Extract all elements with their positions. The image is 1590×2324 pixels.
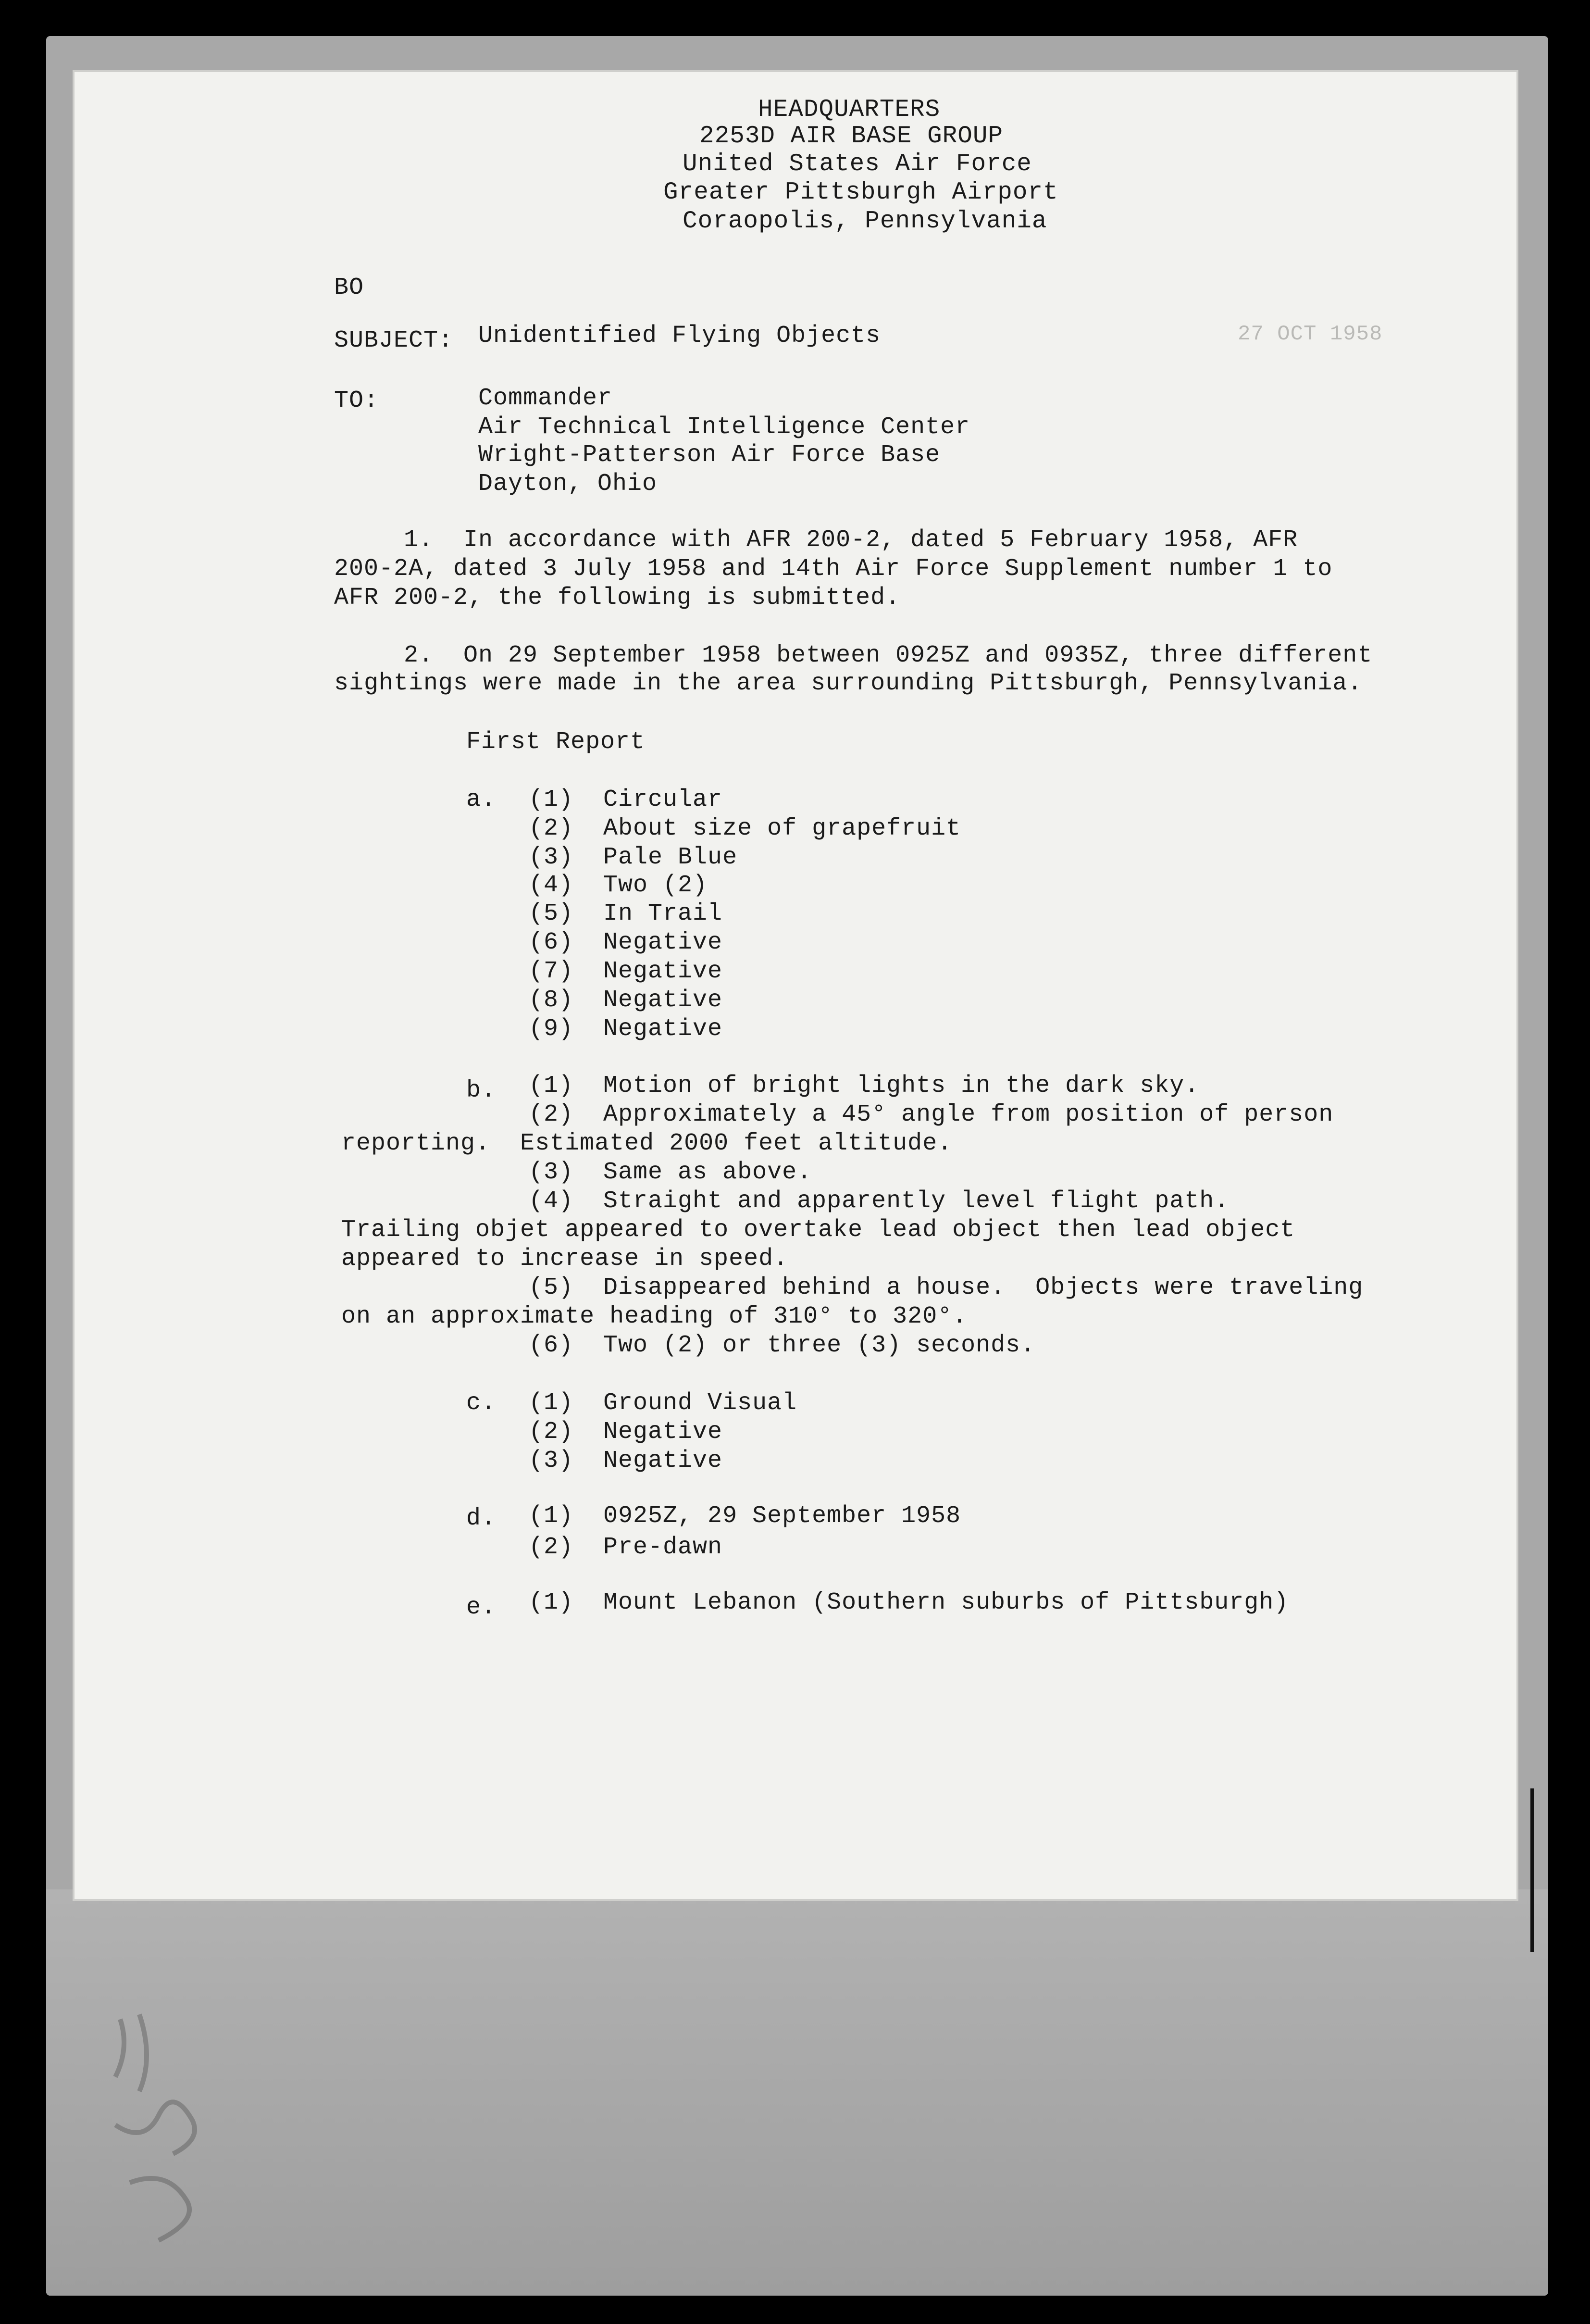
list-item-continuation: appeared to increase in speed.	[341, 1245, 789, 1273]
header-line-4: Greater Pittsburgh Airport	[663, 179, 1058, 206]
subject-label: SUBJECT:	[334, 327, 454, 354]
handwritten-scribble	[101, 2000, 245, 2250]
list-item: (6) Negative	[529, 929, 723, 956]
list-item: (9) Negative	[529, 1015, 723, 1043]
header-line-2: 2253D AIR BASE GROUP	[699, 123, 1004, 150]
para1-line: 200-2A, dated 3 July 1958 and 14th Air Force Supplement number 1 to	[334, 555, 1333, 583]
list-item: (5) In Trail	[529, 900, 723, 927]
list-item: (1) 0925Z, 29 September 1958	[529, 1502, 961, 1530]
list-item: (5) Disappeared behind a house. Objects were traveling	[529, 1274, 1364, 1301]
list-item: (8) Negative	[529, 987, 723, 1014]
list-item: (3) Negative	[529, 1447, 723, 1474]
list-item: (2) Negative	[529, 1418, 723, 1446]
edge-mark	[1530, 1788, 1534, 1952]
header-line-3: United States Air Force	[683, 150, 1032, 178]
para1-line: 1. In accordance with AFR 200-2, dated 5 February 1958, AFR	[404, 526, 1298, 554]
list-item: (1) Ground Visual	[529, 1389, 797, 1417]
list-item: (2) About size of grapefruit	[529, 815, 961, 842]
list-item: (3) Same as above.	[529, 1159, 812, 1186]
to-label: TO:	[334, 387, 379, 414]
to-line: Air Technical Intelligence Center	[478, 413, 970, 441]
header-line-5: Coraopolis, Pennsylvania	[683, 208, 1047, 235]
header-line-1: HEADQUARTERS	[758, 96, 941, 124]
film-lower-margin	[46, 1889, 1548, 2296]
to-line: Commander	[478, 385, 613, 412]
list-item: (2) Pre-dawn	[529, 1534, 723, 1561]
received-stamp: 27 OCT 1958	[1238, 322, 1383, 346]
list-item: (7) Negative	[529, 958, 723, 985]
list-item: (2) Approximately a 45° angle from position of person	[529, 1101, 1334, 1128]
to-line: Dayton, Ohio	[478, 470, 658, 498]
para1-line: AFR 200-2, the following is submitted.	[334, 584, 901, 612]
item-letter-a: a.	[466, 786, 497, 813]
to-line: Wright-Patterson Air Force Base	[478, 441, 941, 469]
list-item: (1) Mount Lebanon (Southern suburbs of Pittsburgh)	[529, 1589, 1289, 1616]
item-letter-c: c.	[466, 1389, 497, 1417]
office-symbol: BO	[334, 274, 364, 301]
para2-line: 2. On 29 September 1958 between 0925Z and 0935Z, three different	[404, 642, 1373, 669]
list-item: (4) Straight and apparently level flight path.	[529, 1187, 1230, 1215]
list-item-continuation: on an approximate heading of 310° to 320°.	[341, 1303, 968, 1330]
first-report-heading: First Report	[466, 728, 646, 756]
document-page	[75, 72, 1516, 1899]
item-letter-b: b.	[466, 1077, 497, 1104]
list-item: (1) Motion of bright lights in the dark sky.	[529, 1072, 1200, 1100]
para2-line: sightings were made in the area surrounding Pittsburgh, Pennsylvania.	[334, 670, 1363, 697]
list-item: (4) Two (2)	[529, 872, 708, 899]
list-item: (1) Circular	[529, 786, 723, 813]
item-letter-d: d.	[466, 1505, 497, 1532]
list-item-continuation: reporting. Estimated 2000 feet altitude.	[341, 1130, 953, 1157]
list-item-continuation: Trailing objet appeared to overtake lead object then lead object	[341, 1216, 1295, 1244]
subject-value: Unidentified Flying Objects	[478, 322, 881, 350]
list-item: (3) Pale Blue	[529, 844, 738, 871]
list-item: (6) Two (2) or three (3) seconds.	[529, 1332, 1036, 1359]
item-letter-e: e.	[466, 1594, 497, 1621]
